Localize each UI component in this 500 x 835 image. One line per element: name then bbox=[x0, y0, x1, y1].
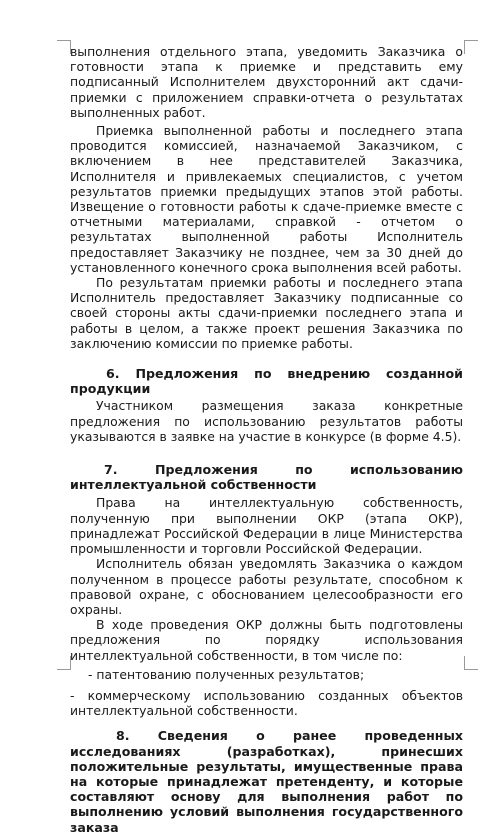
section-heading-7: 7. Предложения по использованию интеллектуальной собственности bbox=[70, 462, 463, 493]
corner-mark-bottom-right bbox=[464, 656, 465, 670]
corner-mark-bottom-left-h bbox=[57, 669, 71, 670]
document-body bbox=[70, 44, 463, 835]
paragraph-notify: Исполнитель обязан уведомлять Заказчика о каждом полученном в процессе работы результате, способном к правовой охране, с обоснованием целесообразности его охраны. bbox=[70, 556, 463, 617]
section-heading-6: 6. Предложения по внедрению созданной продукции bbox=[70, 366, 463, 397]
paragraph-proposals: В ходе проведения ОКР должны быть подготовлены предложения по порядку использования интеллектуальной собственности, в том числе по: bbox=[70, 617, 463, 663]
corner-mark-top-left-h bbox=[57, 40, 71, 41]
corner-mark-bottom-right-h bbox=[464, 669, 478, 670]
paragraph-ip-rights: Права на интеллектуальную собственность, полученную при выполнении ОКР (этапа ОКР), принадлежат Российской Федерации в лице Министерства промышленности и торговли Российской Федерации. bbox=[70, 495, 463, 557]
paragraph-continuation: выполнения отдельного этапа, уведомить Заказчика о готовности этапа к приемке и представить ему подписанный Исполнителем двухсторонний акт сдачи-приемки с приложением справки-отчета о результатах выполненных работ. bbox=[70, 44, 463, 120]
paragraph-implementation: Участником размещения заказа конкретные предложения по использованию результатов работы указываются в заявке на участие в конкурсе (в форме 4.5). bbox=[70, 398, 463, 444]
section-heading-8: 8. Сведения о ранее проведенных исследованиях (разработках), принесших положительные результаты, имущественные права на которые принадлежат претенденту, и которые составляют основу для выполнения работ по выполнению условий выполнения государственного заказа bbox=[70, 728, 463, 835]
corner-mark-top-right-h bbox=[464, 40, 478, 41]
paragraph-acceptance: Приемка выполненной работы и последнего этапа проводится комиссией, назначаемой Заказчиком, с включением в нее представителей Заказчика, Исполнителя и привлекаемых специалистов, с учетом результатов приемки предыдущих этапов этой работы. Извещение о готовности работы к сдаче-приемке вместе с отчетными материалами, справкой - отчетом о результатах выполненной работы Исполнитель предоставляет Заказчику не позднее, чем за 30 дней до установленного конечного срока выполнения всей работы. bbox=[70, 123, 463, 275]
list-item-commercial: - коммерческому использованию созданных объектов интеллектуальной собственности. bbox=[70, 687, 463, 719]
list-item-patenting: - патентованию полученных результатов; bbox=[88, 666, 365, 682]
corner-mark-top-right bbox=[464, 40, 465, 54]
paragraph-results: По результатам приемки работы и последнего этапа Исполнитель предоставляет Заказчику подписанные со своей стороны акты сдачи-приемки последнего этапа и работы в целом, а также проект решения Заказчика по заключению комиссии по приемке работы. bbox=[70, 275, 463, 351]
